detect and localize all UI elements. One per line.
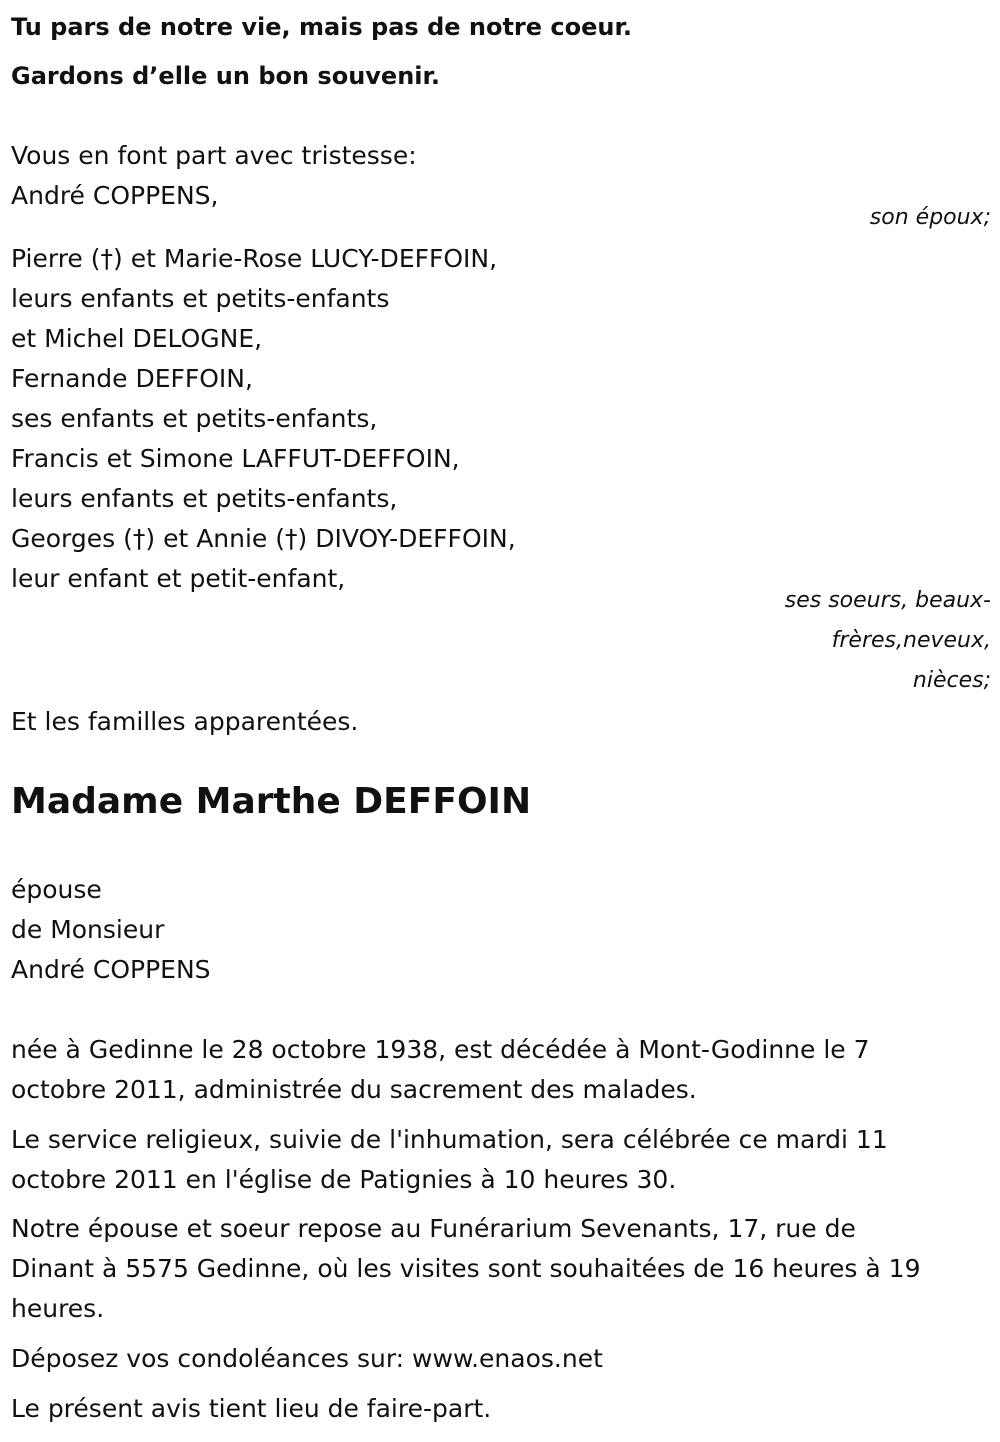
birth-death-line: octobre 2011, administrée du sacrement des malades. <box>11 1075 697 1104</box>
birth-death-line: née à Gedinne le 28 octobre 1938, est décédée à Mont-Godinne le 7 <box>11 1035 870 1064</box>
family-line: ses enfants et petits-enfants, <box>11 404 378 433</box>
funerarium-line: Notre épouse et soeur repose au Funérarium Sevenants, 17, rue de <box>11 1214 856 1243</box>
husband-role: son époux; <box>869 205 991 230</box>
deceased-name: Madame Marthe DEFFOIN <box>11 781 532 822</box>
siblings-role-line: nièces; <box>912 668 991 693</box>
funerarium-line: heures. <box>11 1294 105 1323</box>
family-line: Fernande DEFFOIN, <box>11 364 253 393</box>
spouse-line: épouse <box>11 875 102 904</box>
siblings-role-line: frères,neveux, <box>831 628 991 653</box>
intro-line-1: Tu pars de notre vie, mais pas de notre coeur. <box>11 13 632 41</box>
condolences-line: Déposez vos condoléances sur: www.enaos.net <box>11 1344 603 1373</box>
spouse-line: André COPPENS <box>11 955 211 984</box>
intro-line-2: Gardons d’elle un bon souvenir. <box>11 62 441 90</box>
husband-name: André COPPENS, <box>11 181 219 210</box>
service-line: octobre 2011 en l'église de Patignies à 10 heures 30. <box>11 1165 677 1194</box>
relatives-line: Et les familles apparentées. <box>11 707 359 736</box>
service-line: Le service religieux, suivie de l'inhumation, sera célébrée ce mardi 11 <box>11 1125 888 1154</box>
family-line: Francis et Simone LAFFUT-DEFFOIN, <box>11 444 460 473</box>
funerarium-line: Dinant à 5575 Gedinne, où les visites sont souhaitées de 16 heures à 19 <box>11 1254 921 1283</box>
siblings-role-line: ses soeurs, beaux- <box>784 588 991 613</box>
family-line: et Michel DELOGNE, <box>11 324 263 353</box>
family-line: Georges (†) et Annie (†) DIVOY-DEFFOIN, <box>11 524 516 553</box>
spouse-line: de Monsieur <box>11 915 165 944</box>
family-line: Pierre (†) et Marie-Rose LUCY-DEFFOIN, <box>11 244 498 273</box>
family-line: leur enfant et petit-enfant, <box>11 564 346 593</box>
family-line: leurs enfants et petits-enfants, <box>11 484 398 513</box>
family-line: leurs enfants et petits-enfants <box>11 284 390 313</box>
announce-line: Vous en font part avec tristesse: <box>11 141 417 170</box>
notice-line: Le présent avis tient lieu de faire-part. <box>11 1394 492 1423</box>
